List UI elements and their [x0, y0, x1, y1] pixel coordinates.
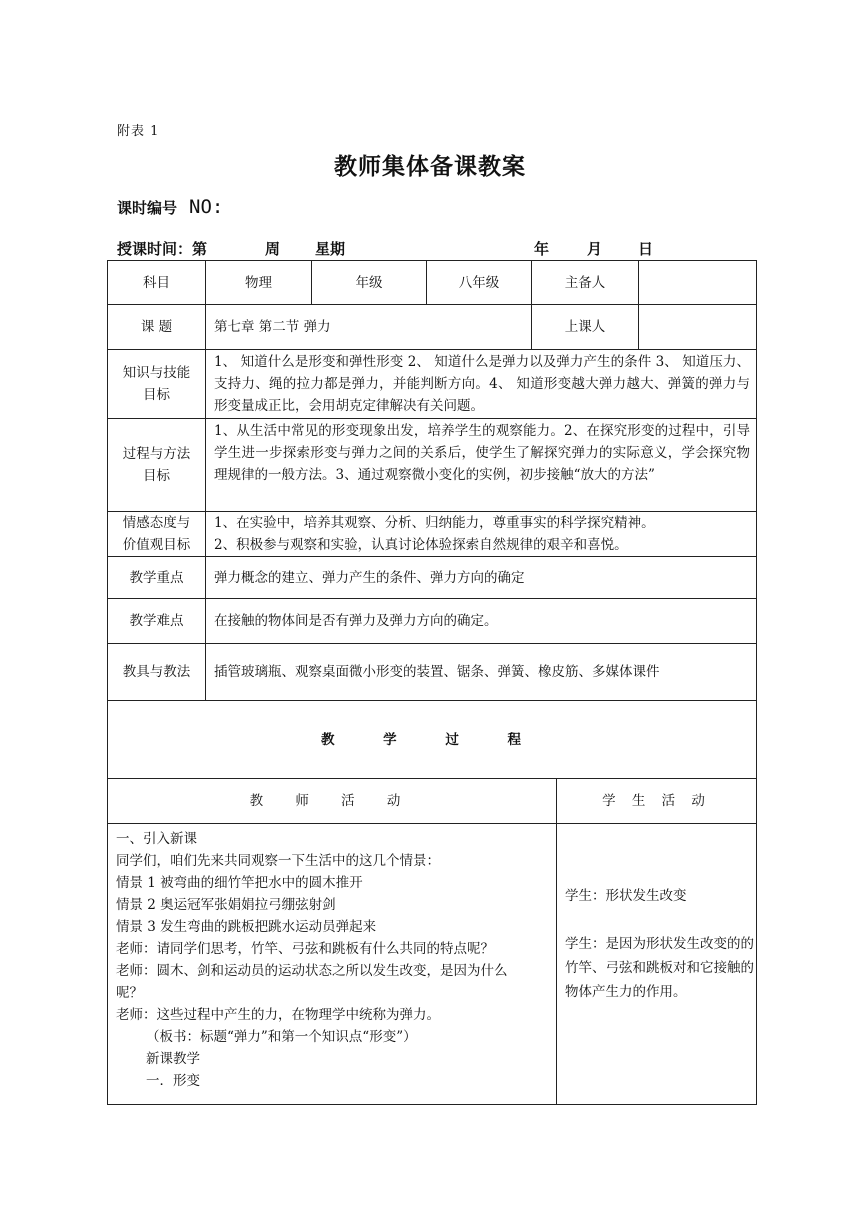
key-points-text: 弹力概念的建立、弹力产生的条件、弹力方向的确定 — [214, 569, 525, 586]
page-title: 教师集体备课教案 — [334, 154, 526, 180]
knowledge-goal-label: 知识与技能 目标 — [122, 365, 191, 403]
teacher-line: 同学们，咱们先来共同观察一下生活中的这几个情景： — [116, 853, 440, 869]
grade-value: 八年级 — [458, 274, 500, 291]
tools-label: 教具与教法 — [122, 664, 191, 680]
lesson-code-line — [117, 196, 223, 218]
knowledge-goal-text: 1、 知道什么是形变和弹性形变 2、 知道什么是弹力以及弹力产生的条件 3、 知道压力、支持力、绳的拉力都是弹力，并能判断方向。4、 知道形变越大弹力越大、弹簧的弹力与形变量成正比，会用胡克定律解决有关问题。 — [214, 354, 750, 414]
tools-text: 插管玻璃瓶、观察桌面微小形变的装置、锯条、弹簧、橡皮筋、多媒体课件 — [214, 664, 660, 680]
lesson-time-day: 日 — [638, 240, 654, 258]
preparer-value — [639, 261, 756, 304]
grade-label: 年级 — [355, 274, 383, 291]
teacher-activity-content — [108, 828, 556, 1104]
teacher-label: 上课人 — [564, 319, 606, 335]
table-col-divider — [556, 778, 557, 1105]
appendix-label: 附表 1 — [117, 124, 160, 139]
teacher-activity-header: 教 师 活 动 — [249, 793, 415, 809]
teaching-process-header: 教 学 过 程 — [320, 731, 544, 748]
table-border — [756, 260, 757, 1105]
teacher-line: 呢？ — [116, 985, 143, 1001]
process-goal-label: 过程与方法 目标 — [122, 446, 191, 484]
difficulty-label: 教学难点 — [129, 613, 184, 629]
table-border — [107, 1104, 757, 1105]
preparer-label: 主备人 — [564, 274, 606, 291]
teacher-line: 情景 2 奥运冠军张娟娟拉弓绷弦射剑 — [116, 897, 336, 913]
lesson-time-week: 周 — [265, 240, 281, 258]
student-answer-2: 学生：是因为形状发生改变的的竹竿、弓弦和跳板对和它接触的物体产生力的作用。 — [565, 936, 754, 1000]
emotion-goal-label: 情感态度与 价值观目标 — [122, 515, 191, 553]
student-activity-header: 学 生 活 动 — [602, 793, 711, 809]
table-row-divider — [107, 823, 757, 824]
process-goal-text: 1、从生活中常见的形变现象出发，培养学生的观察能力。2、在探究形变的过程中，引导学生进一步探索形变与弹力之间的关系后，使学生了解探究弹力的实际意义，学会探究物理规律的一般方法。3、通过观察微小变化的实例，初步接触“放大的方法” — [214, 423, 750, 483]
lesson-code-value: NO: — [189, 196, 224, 218]
teacher-line: 新课教学 — [146, 1051, 200, 1067]
lesson-time-label: 授课时间：第 — [117, 240, 208, 258]
topic-label: 课 题 — [140, 319, 173, 335]
lesson-time-weekday: 星期 — [315, 240, 346, 258]
topic-value: 第七章 第二节 弹力 — [214, 319, 331, 335]
lesson-time-month: 月 — [587, 240, 603, 258]
teacher-line: 老师：请同学们思考，竹竿、弓弦和跳板有什么共同的特点呢？ — [116, 941, 494, 957]
student-answer-1: 学生：形状发生改变 — [565, 888, 687, 904]
teacher-line: 情景 1 被弯曲的细竹竿把水中的圆木推开 — [116, 875, 363, 891]
subject-label: 科目 — [143, 274, 170, 291]
teacher-line: 老师：这些过程中产生的力，在物理学中统称为弹力。 — [116, 1007, 440, 1023]
key-points-label: 教学重点 — [129, 569, 184, 586]
teacher-line: （板书：标题“弹力”和第一个知识点“形变”） — [146, 1029, 417, 1045]
subject-value: 物理 — [245, 274, 272, 291]
teacher-line: 一、引入新课 — [116, 831, 197, 847]
difficulty-text: 在接触的物体间是否有弹力及弹力方向的确定。 — [214, 613, 498, 629]
emotion-goal-text: 1、在实验中，培养其观察、分析、归纳能力，尊重事实的科学探究精神。 2、积极参与观察和实验，认真讨论体验探索自然规律的艰辛和喜悦。 — [214, 515, 655, 553]
teacher-line: 一．形变 — [146, 1073, 200, 1089]
teacher-line: 情景 3 发生弯曲的跳板把跳水运动员弹起来 — [116, 919, 377, 935]
lesson-time-year: 年 — [534, 240, 550, 258]
lesson-code-label: 课时编号 — [117, 199, 178, 217]
teacher-value — [639, 305, 756, 349]
teacher-line: 老师：圆木、剑和运动员的运动状态之所以发生改变，是因为什么 — [116, 963, 508, 979]
